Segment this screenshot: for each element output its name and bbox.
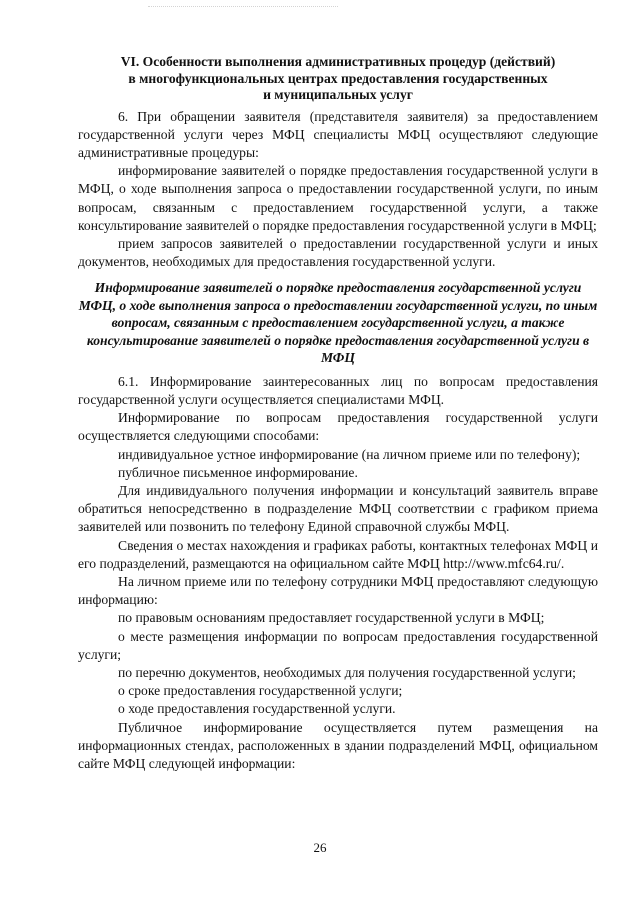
scan-artifact bbox=[148, 6, 338, 13]
paragraph: Информирование по вопросам предоставления государственной услуги осуществляется следующими способами: bbox=[78, 410, 598, 444]
paragraph: о сроке предоставления государственной услуги; bbox=[118, 683, 403, 699]
paragraph: о ходе предоставления государственной услуги. bbox=[118, 701, 396, 717]
paragraph: индивидуальное устное информирование (на личном приеме или по телефону); bbox=[118, 446, 581, 462]
page-number: 26 bbox=[313, 840, 327, 855]
paragraph: публичное письменное информирование. bbox=[118, 464, 358, 480]
page-content bbox=[78, 54, 598, 773]
section-title-line: VI. Особенности выполнения административных процедур (действий) bbox=[120, 54, 556, 69]
paragraph: о месте размещения информации по вопросам предоставления государственной услуги; bbox=[78, 628, 598, 662]
section-title-line: в многофункциональных центрах предоставления государственных bbox=[128, 70, 548, 86]
paragraph: прием запросов заявителей о предоставлении государственной услуги и иных документов, необходимых для предоставления государственной услуги. bbox=[78, 235, 598, 270]
paragraph: 6. При обращении заявителя (представителя заявителя) за предоставлением государственной услуги через МФЦ специалисты МФЦ осуществляют следующие административные процедуры: bbox=[78, 108, 598, 160]
paragraph: Публичное информирование осуществляется путем размещения на информационных стендах, расположенных в здании подразделений МФЦ, официальном сайте МФЦ следующей информации: bbox=[78, 719, 598, 772]
paragraph: по перечню документов, необходимых для получения государственной услуги; bbox=[118, 665, 576, 681]
paragraph: по правовым основаниям предоставляет государственной услуги в МФЦ; bbox=[118, 610, 545, 626]
paragraph: Сведения о местах нахождения и графиках работы, контактных телефонах МФЦ и его подразделений, размещаются на официальном сайте МФЦ http://www.mfc64.ru/. bbox=[78, 537, 598, 571]
section-title bbox=[78, 54, 598, 104]
subsection-title: Информирование заявителей о порядке предоставления государственной услуги МФЦ, о ходе выполнения запроса о предоставлении государственной услуги, по иным вопросам, связанным с предоставлением государственной услуги, а также консультирование заявителей о порядке предоставления государственной услуги в МФЦ bbox=[78, 280, 598, 366]
paragraph: информирование заявителей о порядке предоставления государственной услуги в МФЦ, о ходе выполнения запроса о предоставлении государственной услуги, по иным вопросам, связанным с предоставлением государственной услуги, а также консультирование заявителей о порядке предоставления государственной услуги в МФЦ; bbox=[78, 163, 598, 233]
paragraph: Для индивидуального получения информации и консультаций заявитель вправе обратиться непосредственно в подразделение МФЦ соответствии с графиком приема заявителей или позвонить по телефону Единой справочной службы МФЦ. bbox=[78, 483, 598, 535]
section-title-line: и муниципальных услуг bbox=[263, 87, 413, 102]
paragraph: На личном приеме или по телефону сотрудники МФЦ предоставляют следующую информацию: bbox=[78, 574, 598, 608]
paragraph: 6.1. Информирование заинтересованных лиц по вопросам предоставления государственной услуги осуществляется специалистами МФЦ. bbox=[78, 373, 598, 408]
